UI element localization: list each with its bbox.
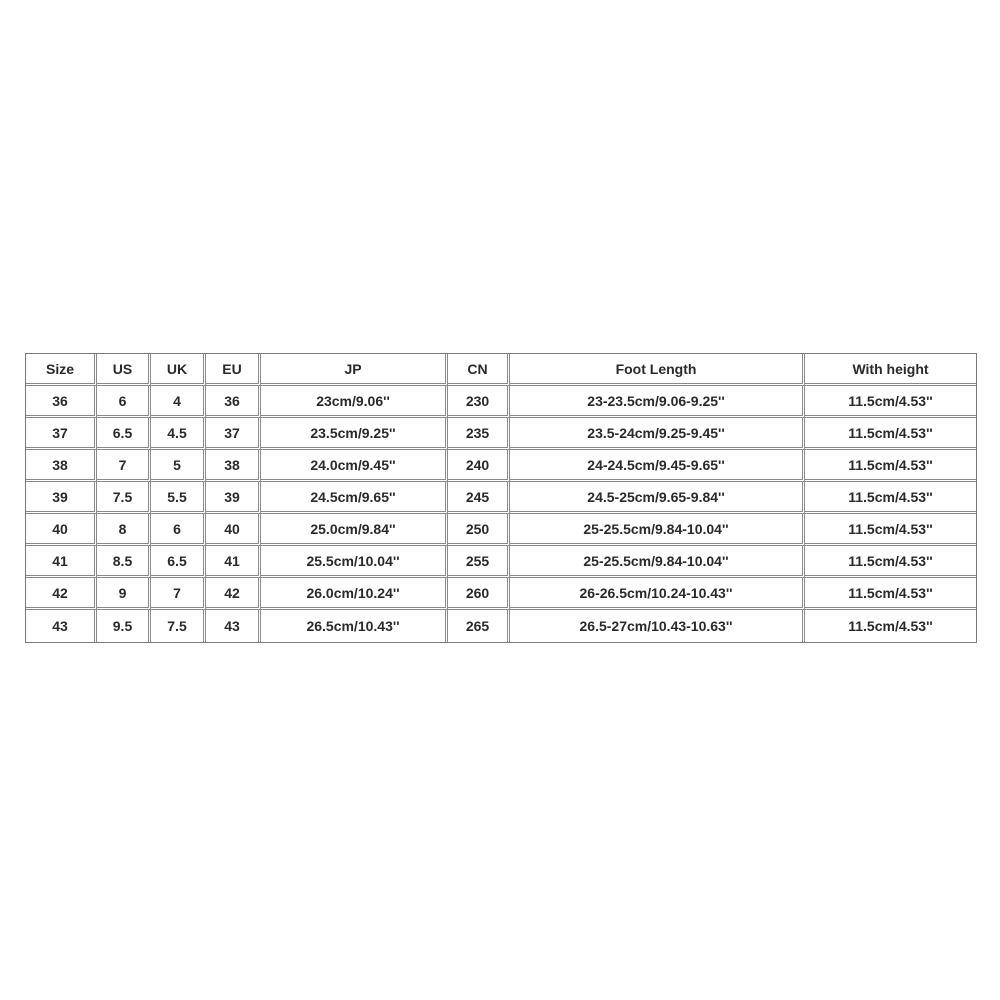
- size-chart: [25, 353, 975, 643]
- header-us: US: [97, 354, 151, 386]
- cell-cn: 250: [448, 514, 510, 546]
- cell-with-height: 11.5cm/4.53'': [805, 418, 976, 450]
- cell-us: 7: [97, 450, 151, 482]
- cell-cn: 235: [448, 418, 510, 450]
- cell-uk: 4.5: [151, 418, 206, 450]
- cell-foot-length: 23-23.5cm/9.06-9.25'': [510, 386, 805, 418]
- cell-uk: 7: [151, 578, 206, 610]
- header-foot-length: Foot Length: [510, 354, 805, 386]
- cell-size: 41: [26, 546, 97, 578]
- cell-foot-length: 24.5-25cm/9.65-9.84'': [510, 482, 805, 514]
- table-row: [26, 482, 976, 514]
- cell-cn: 255: [448, 546, 510, 578]
- cell-us: 6: [97, 386, 151, 418]
- cell-uk: 5: [151, 450, 206, 482]
- cell-size: 39: [26, 482, 97, 514]
- cell-jp: 24.0cm/9.45'': [261, 450, 448, 482]
- cell-eu: 37: [206, 418, 261, 450]
- cell-jp: 26.0cm/10.24'': [261, 578, 448, 610]
- table-row: [26, 578, 976, 610]
- header-with-height: With height: [805, 354, 976, 386]
- cell-jp: 23.5cm/9.25'': [261, 418, 448, 450]
- cell-foot-length: 23.5-24cm/9.25-9.45'': [510, 418, 805, 450]
- cell-cn: 245: [448, 482, 510, 514]
- cell-us: 6.5: [97, 418, 151, 450]
- cell-eu: 38: [206, 450, 261, 482]
- cell-us: 8.5: [97, 546, 151, 578]
- cell-size: 37: [26, 418, 97, 450]
- cell-foot-length: 25-25.5cm/9.84-10.04'': [510, 514, 805, 546]
- header-uk: UK: [151, 354, 206, 386]
- cell-with-height: 11.5cm/4.53'': [805, 514, 976, 546]
- table-row: [26, 610, 976, 642]
- cell-with-height: 11.5cm/4.53'': [848, 618, 933, 634]
- cell-with-height: 11.5cm/4.53'': [805, 386, 976, 418]
- header-cn: CN: [448, 354, 510, 386]
- cell-jp: 25.0cm/9.84'': [261, 514, 448, 546]
- cell-us: 9.5: [97, 610, 151, 642]
- cell-cn: 260: [448, 578, 510, 610]
- cell-cn: 265: [448, 610, 510, 642]
- cell-size: 40: [26, 514, 97, 546]
- cell-size: 36: [26, 386, 97, 418]
- cell-cn: 230: [448, 386, 510, 418]
- header-jp: JP: [261, 354, 448, 386]
- table-row: [26, 450, 976, 482]
- cell-jp: 26.5cm/10.43'': [261, 610, 448, 642]
- cell-size: 38: [26, 450, 97, 482]
- cell-eu: 41: [206, 546, 261, 578]
- size-chart-table: [25, 353, 977, 643]
- cell-uk: 5.5: [151, 482, 206, 514]
- cell-eu: 40: [206, 514, 261, 546]
- cell-eu: 39: [206, 482, 261, 514]
- header-size: Size: [26, 354, 97, 386]
- cell-size: 42: [26, 578, 97, 610]
- cell-foot-length: 25-25.5cm/9.84-10.04'': [510, 546, 805, 578]
- cell-uk: 6: [151, 514, 206, 546]
- cell-jp: 24.5cm/9.65'': [261, 482, 448, 514]
- cell-uk: 6.5: [151, 546, 206, 578]
- cell-us: 9: [97, 578, 151, 610]
- cell-jp: 23cm/9.06'': [261, 386, 448, 418]
- cell-jp: 25.5cm/10.04'': [261, 546, 448, 578]
- cell-eu: 36: [206, 386, 261, 418]
- cell-foot-length: 26-26.5cm/10.24-10.43'': [510, 578, 805, 610]
- cell-us: 7.5: [97, 482, 151, 514]
- cell-us: 8: [97, 514, 151, 546]
- cell-eu: 42: [206, 578, 261, 610]
- cell-foot-length: 24-24.5cm/9.45-9.65'': [510, 450, 805, 482]
- header-row: [26, 354, 976, 386]
- table-row: [26, 514, 976, 546]
- cell-uk: 4: [151, 386, 206, 418]
- cell-foot-length: 26.5-27cm/10.43-10.63'': [510, 610, 805, 642]
- table-row: [26, 386, 976, 418]
- cell-with-height: 11.5cm/4.53'': [805, 578, 976, 610]
- cell-with-height: 11.5cm/4.53'': [805, 450, 976, 482]
- cell-cn: 240: [448, 450, 510, 482]
- table-row: [26, 546, 976, 578]
- cell-with-height: 11.5cm/4.53'': [805, 482, 976, 514]
- cell-with-height: 11.5cm/4.53'': [805, 546, 976, 578]
- cell-uk: 7.5: [151, 610, 206, 642]
- cell-size: 43: [26, 610, 97, 642]
- table-row: [26, 418, 976, 450]
- cell-eu: 43: [206, 610, 261, 642]
- header-eu: EU: [206, 354, 261, 386]
